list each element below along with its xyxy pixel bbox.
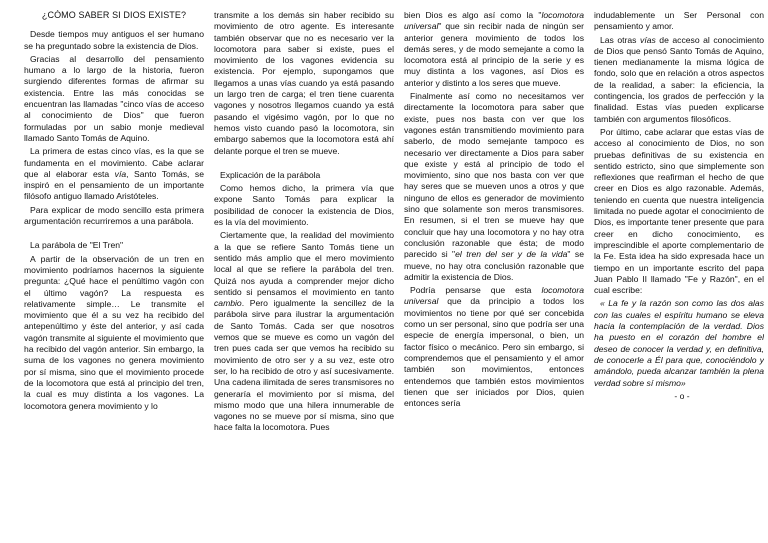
quote: « La fe y la razón son como las dos alas con las cuales el espíritu humano se eleva hacia la contemplación de la verdad. Dios ha puesto en el corazón del hombre el deseo de conocer la verdad y, en definitiva, de conocerle a Él para que, conociéndolo y amándolo, pueda alcanzar también la plena verdad sobre sí mismo» bbox=[594, 298, 764, 388]
text-run: " que sin recibir nada de ningún ser anterior genera movimiento de todos los demás seres, y de modo semejante a como la locomotora está al principio de la serie y es muy distinta a los vagones, así Dios es anterior y distinto a los seres que mueve. bbox=[404, 21, 584, 88]
paragraph bbox=[24, 146, 204, 202]
paragraph: Para explicar de modo sencillo esta primera argumentación recurriremos a una parábola. bbox=[24, 204, 204, 227]
paragraph bbox=[214, 230, 394, 433]
text-run: de acceso al conocimiento de Dios que pensó Santo Tomás de Aquino, tienen medianamente la misma lógica de fondo, solo que en relación a otros aspectos de la realidad, a saber: la eficiencia, la contingencia, los grados de perfección y la finalidad. Estas vías pueden explicarse también con argumentos filosóficos. bbox=[594, 34, 764, 124]
paragraph: Por último, cabe aclarar que estas vías de acceso al conocimiento de Dios, no son pruebas definitivas de su existencia en sentido estricto, sino que simplemente son reflexiones que reafirman el hecho de que creer en Dios es algo razonable. Además, teniendo en cuenta que nuestra inteligencia limitada no puede agotar el conocimiento de Dios, es importante tener presente que para creer en dicho conocimiento, es imprescindible el aporte complementario de la Fe. Esta idea ha sido expresada hace un tiempo en un importante escrito del papa Juan Pablo II llamado "Fe y Razón", en el cual escribe: bbox=[594, 126, 764, 296]
text-run: La primera de estas cinco vías, es la que se fundamenta en el movimiento. Cabe aclarar que al elaborar esta bbox=[24, 146, 204, 179]
paragraph bbox=[594, 35, 764, 125]
paragraph: transmite a los demás sin haber recibido su movimiento de otro agente. Es interesante también observar que no es necesario ver la locomotora para saber si existe, pues el movimiento de los vagones evidencia su existencia. Por ejemplo, supongamos que llegamos a unas vías cuando ya está pasando un largo tren de carga; el tren tiene cuarenta vagones y nosotros llegamos cuando ya está pasando el vigésimo vagón, por lo que no hemos visto cuando pasó la locomotora, sin embargo sabemos que la locomotora está ahí delante porque el tren se mueve. bbox=[214, 10, 394, 156]
text-run: Podría pensarse que esta bbox=[410, 285, 542, 296]
paragraph: Desde tiempos muy antiguos el ser humano se ha preguntado sobre la existencia de Dios. bbox=[24, 29, 204, 51]
section-heading: Explicación de la parábola bbox=[220, 169, 321, 180]
paragraph: Como hemos dicho, la primera vía que expone Santo Tomás para explicar la posibilidad de conocer la existencia de Dios, es la vía del movimiento. bbox=[214, 183, 394, 228]
paragraph: Gracias al desarrollo del pensamiento humano a lo largo de la historia, fueron surgiendo diferentes formas de afirmar su existencia. Entre las más conocidas se encuentran las llamadas "cinco vías de acceso al conocimiento de Dios" que fueron formuladas por un sabio monje medieval llamado Santo Tomás de Aquino. bbox=[24, 53, 204, 143]
document-title: ¿CÓMO SABER SI DIOS EXISTE? bbox=[41, 10, 187, 20]
end-mark: - o - bbox=[674, 390, 690, 401]
paragraph bbox=[404, 285, 584, 409]
text-run: Ciertamente que, la realidad del movimiento a la que se refiere Santo Tomás tiene un sentido más amplio que el mero movimiento local al que se refiere la parábola del tren. Quizá nos ayuda a comprender mejor dicho sentido si pensamos el movimiento en tanto bbox=[214, 230, 394, 297]
text-run: Finalmente así como no necesitamos ver directamente la locomotora para saber que existe, pues nos basta con ver que los vagones están transmitiendo movimiento para saberlo, de modo semejante tampoco es necesario ver directamente a Dios para saber que existe y está al principio de todo el movimiento, sino que nos basta con ver que hay seres que se mueven unos a otros y que ninguno de ellos es generador de movimiento sino que solamente son meros transmisores. En resumen, si el tren se mueve hay que concluir que hay una locomotora y no hay otra conclusión razonable que ésta; de modo parecido si " bbox=[404, 91, 584, 260]
text-run: " se mueve, no hay otra conclusión razonable que admitir la existencia de Dios. bbox=[404, 249, 584, 282]
italic-text: locomotora universal bbox=[404, 285, 584, 307]
italic-text: cambio bbox=[214, 298, 242, 309]
text-run: Las otras bbox=[600, 34, 641, 45]
paragraph bbox=[404, 10, 584, 89]
text-run: bien Dios es algo así como la " bbox=[404, 10, 542, 20]
paragraph: indudablemente un Ser Personal con pensamiento y amor. bbox=[594, 10, 764, 32]
column-2 bbox=[214, 10, 394, 539]
column-1 bbox=[24, 10, 204, 539]
italic-text: vía bbox=[114, 168, 127, 179]
paragraph: A partir de la observación de un tren en movimiento podríamos hacernos la siguiente pregunta: ¿Qué hace el penúltimo vagón con el último vagón? La respuesta es relativamente simple… Le transmite el movimiento que él a su vez ha recibido del antepenúltimo y éste del anterior, y así cada vagón transmite al siguiente el movimiento que ha recibido del vagón anterior. Sin embargo, la suma de los vagones no genera movimiento por sí misma, sino que el movimiento procede de la locomotora que está al principio del tren, la cual es muy distinta a los vagones. La locomotora genera movimiento y lo bbox=[24, 253, 204, 411]
section-heading: La parábola de "El Tren" bbox=[30, 240, 124, 251]
text-run: , Santo Tomás, se inspiró en el pensamiento de un importante filósofo antiguo llamado Aristóteles. bbox=[24, 168, 204, 202]
text-run: que da principio a todos los movimientos no tiene por qué ser concebida como un ser personal, sino que podría ser una especie de energía impersonal, o bien, un factor físico o mecánico. Pero sin embargo, si comprendemos que el pensamiento y el amor también son movimientos, entonces entendemos que también estos movimientos tienen que ser iniciados por Dios, quien entonces sería bbox=[404, 296, 584, 409]
column-4 bbox=[594, 10, 764, 539]
italic-text: el tren del ser y de la vida bbox=[455, 249, 568, 260]
paragraph bbox=[404, 91, 584, 283]
italic-text: locomotora universal bbox=[404, 10, 584, 32]
italic-text: vías bbox=[640, 34, 656, 45]
column-3 bbox=[404, 10, 584, 539]
text-run: . Pero igualmente la sencillez de la parábola sirve para ilustrar la argumentación de Santo Tomás. Cada ser que nosotros vemos que se mueve es como un vagón del tren pues cada ser que vemos ha recibido su movimiento de otro ser y a su vez, este otro ser, lo ha recibido de otro y así sucesivamente. Una cadena ilimitada de seres transmisores no generaría el movimiento por sí misma, del mismo modo que una hilera innumerable de vagones no se mueve por sí misma, sino que hace falta la locomotora. Pues bbox=[214, 298, 394, 433]
